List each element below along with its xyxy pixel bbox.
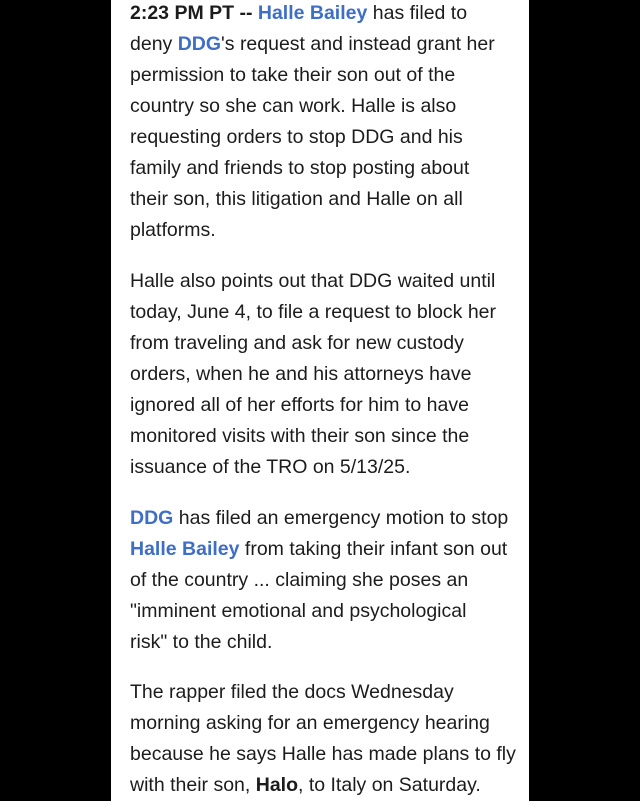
text-line: country so she can work. Halle is also bbox=[130, 95, 457, 117]
text-line: requesting orders to stop DDG and his bbox=[130, 126, 463, 148]
article-page bbox=[111, 0, 529, 801]
body-paragraph bbox=[130, 677, 516, 801]
ddg-link[interactable]: DDG bbox=[130, 507, 174, 529]
halle-bailey-link[interactable]: Halle Bailey bbox=[130, 538, 240, 560]
text-line: because he says Halle has made plans to fly bbox=[130, 743, 516, 765]
text-line: DDG has filed an emergency motion to stop bbox=[130, 507, 509, 529]
text-line: The rapper filed the docs Wednesday bbox=[130, 681, 454, 703]
text-line: ignored all of her efforts for him to have bbox=[130, 394, 469, 416]
text-line: of the country ... claiming she poses an bbox=[130, 569, 469, 591]
text-line: today, June 4, to file a request to block her bbox=[130, 301, 497, 323]
text-line: from traveling and ask for new custody bbox=[130, 332, 464, 354]
halle-bailey-link[interactable]: Halle Bailey bbox=[257, 2, 368, 24]
text-line: deny DDG's request and instead grant her bbox=[130, 33, 495, 55]
text-line: issuance of the TRO on 5/13/25. bbox=[130, 456, 411, 478]
text-line: morning asking for an emergency hearing bbox=[130, 712, 490, 734]
text-line: permission to take their son out of the bbox=[130, 64, 456, 86]
text-line: their son, this litigation and Halle on all bbox=[130, 188, 463, 210]
body-paragraph bbox=[130, 503, 508, 658]
text-line: with their son, Halo, to Italy on Saturday. bbox=[130, 774, 481, 796]
update-timestamp: 2:23 PM PT -- bbox=[130, 2, 253, 24]
text-line: Halle Bailey from taking their infant son out bbox=[130, 538, 508, 560]
text-line: monitored visits with their son since the bbox=[130, 425, 470, 447]
text-line: platforms. bbox=[130, 219, 216, 241]
text-line: family and friends to stop posting about bbox=[130, 157, 470, 179]
text-line: 2:23 PM PT -- Halle Bailey has filed to bbox=[130, 2, 468, 24]
update-paragraph bbox=[130, 0, 495, 246]
body-paragraph bbox=[130, 266, 496, 483]
text-line: orders, when he and his attorneys have bbox=[130, 363, 472, 385]
text-line: "imminent emotional and psychological bbox=[130, 600, 467, 622]
ddg-link[interactable]: DDG bbox=[177, 33, 222, 55]
text-line: risk" to the child. bbox=[130, 631, 273, 653]
halo-name: Halo bbox=[255, 774, 298, 796]
text-line: Halle also points out that DDG waited until bbox=[130, 270, 496, 292]
